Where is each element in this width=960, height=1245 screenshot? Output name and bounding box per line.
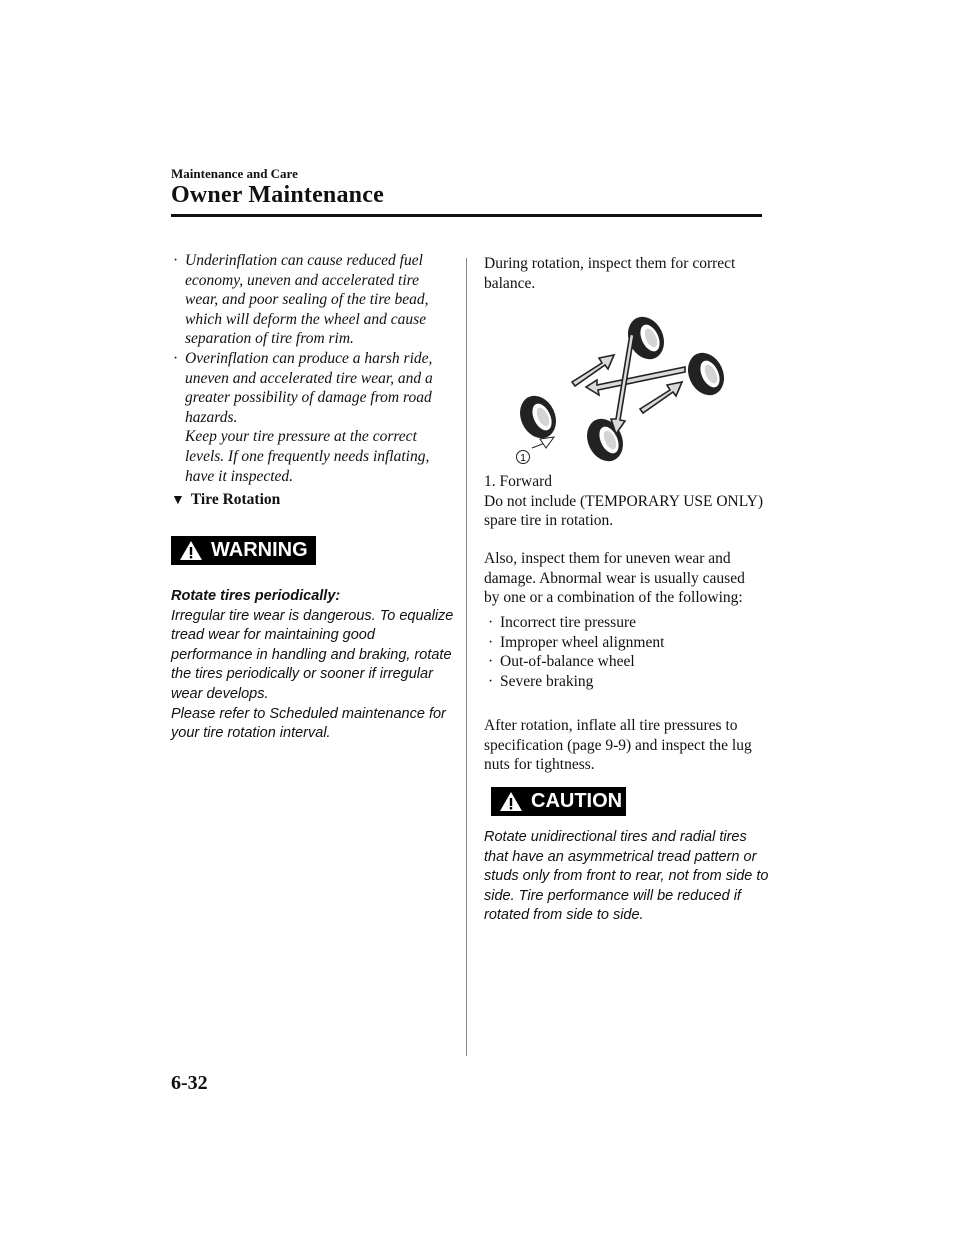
forward-callout <box>517 437 555 464</box>
diagram-caption: 1. Forward Do not include (TEMPORARY USE ONLY) spare tire in rotation. <box>484 473 764 530</box>
tire-front-right <box>681 347 730 401</box>
rotation-arrow <box>572 334 685 434</box>
list-item: · Overinflation can produce a harsh ride, uneven and accelerated tire wear, and a greater possibility of damage from road hazards. Keep your tire pressure at the correct levels. If one frequently needs inflating, have it inspected. <box>185 349 455 486</box>
causes-list <box>488 613 760 691</box>
bullet-icon: · <box>173 252 179 269</box>
warning-banner: WARNING <box>171 536 316 565</box>
tire-rear-left <box>513 390 562 444</box>
list-item: · Improper wheel alignment <box>488 633 665 651</box>
pressure-note: Keep your tire pressure at the correct levels. If one frequently needs inflating, have it inspected. <box>185 428 430 485</box>
title-rule <box>171 214 762 217</box>
triangle-down-icon: ▼ <box>171 493 185 508</box>
caution-text: Rotate unidirectional tires and radial tires that have an asymmetrical tread pattern or studs only from front to rear, not from side to side. Tire performance will be reduced if rotated from side to side. <box>484 829 769 924</box>
bullet-icon: · <box>488 653 494 671</box>
section-label: Maintenance and Care <box>171 166 298 181</box>
tire-rotation-diagram <box>510 310 740 470</box>
svg-text:1: 1 <box>520 453 526 464</box>
list-item: · Incorrect tire pressure <box>488 614 636 631</box>
page-number: 6-32 <box>171 1072 208 1094</box>
spare-tire-note: Do not include (TEMPORARY USE ONLY) spare tire in rotation. <box>484 492 764 530</box>
tire-rotation-heading: ▼ Tire Rotation <box>171 491 281 508</box>
caution-banner: CAUTION <box>491 787 626 816</box>
bullet-icon: · <box>488 672 494 690</box>
warning-icon <box>179 540 203 561</box>
list-item: · Underinflation can cause reduced fuel economy, uneven and accelerated tire wear, and poor sealing of the tire bead, which will deform the wheel and cause separation of tire from rim. <box>173 252 429 348</box>
page-title: Owner Maintenance <box>171 182 384 208</box>
tire-pressure-bullets <box>173 251 455 486</box>
bullet-icon: · <box>488 633 494 651</box>
intro-paragraph: During rotation, inspect them for correct balance. <box>484 255 736 292</box>
inspect-paragraph: Also, inspect them for uneven wear and damage. Abnormal wear is usually caused by one or a combination of the following: <box>484 550 745 607</box>
warning-icon <box>499 791 523 812</box>
list-item: · Severe braking <box>488 672 594 690</box>
list-item: · Out-of-balance wheel <box>488 653 635 671</box>
warning-text: Rotate tires periodically: Irregular tire wear is dangerous. To equalize tread wear for maintaining good performance in handling and braking, rotate the tires periodically or sooner if irregular wear develops. Please refer to Scheduled maintenance for your tire rotation interval. <box>171 588 454 742</box>
column-divider <box>466 258 467 1056</box>
bullet-icon: · <box>173 349 179 367</box>
after-rotation-paragraph: After rotation, inflate all tire pressures to specification (page 9-9) and inspect the lug nuts for tightness. <box>484 717 752 774</box>
bullet-icon: · <box>488 614 494 631</box>
